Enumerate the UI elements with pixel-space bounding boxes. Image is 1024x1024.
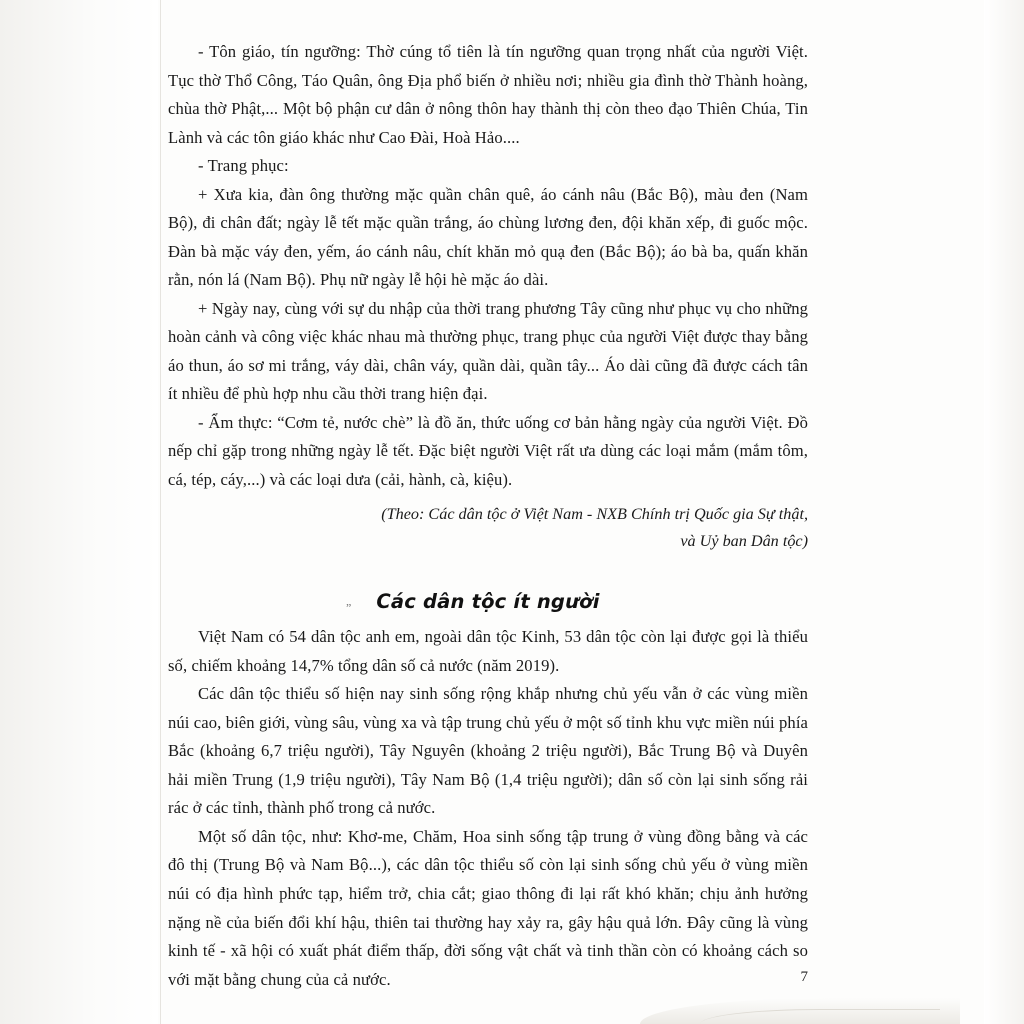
paragraph-costume-today: + Ngày nay, cùng với sự du nhập của thời trang phương Tây cũng như phục vụ cho những hoàn cảnh và công việc khác nhau mà thường phục, trang phục của người Việt được thay bằng áo thun, áo sơ mi trắng, váy dài, chân váy, quần dài, quần tây... Áo dài cũng đã được cách tân ít nhiều để phù hợp nhu cầu thời trang hiện đại. — [168, 298, 808, 404]
paragraph-ethnic-distribution: Các dân tộc thiểu số hiện nay sinh sống rộng khắp nhưng chủ yếu vẫn ở các vùng miền núi cao, biên giới, vùng sâu, vùng xa và tập trung chủ yếu ở một số tỉnh khu vực miền núi phía Bắc (khoảng 6,7 triệu người), Tây Nguyên (khoảng 2 triệu người), Bắc Trung Bộ và Duyên hải miền Trung (1,9 triệu người), Tây Nam Bộ (1,4 triệu người); dân số còn lại sinh sống rải rác ở các tỉnh, thành phố trong cả nước. — [168, 684, 808, 818]
source-citation-line-2: và Uỷ ban Dân tộc) — [680, 532, 808, 551]
paragraph-religion: - Tôn giáo, tín ngưỡng: Thờ cúng tổ tiên là tín ngưỡng quan trọng nhất của người Việt. Tục thờ Thổ Công, Táo Quân, ông Địa phổ biến ở nhiều nơi; nhiều gia đình thờ Thành hoàng, chùa thờ Phật,... Một bộ phận cư dân ở nông thôn hay thành thị còn theo đạo Thiên Chúa, Tin Lành và các tôn giáo khác như Cao Đài, Hoà Hảo.... — [168, 42, 808, 147]
source-citation-line-1: (Theo: Các dân tộc ở Việt Nam - NXB Chính trị Quốc gia Sự thật, — [381, 504, 808, 523]
source-citation — [168, 501, 808, 557]
paragraph-cuisine: - Ẩm thực: “Cơm tẻ, nước chè” là đồ ăn, thức uống cơ bản hằng ngày của người Việt. Đồ nếp chỉ gặp trong những ngày lễ tết. Đặc biệt người Việt rất ưa dùng các loại mắm (mắm tôm, cá, tép, cáy,...) và các loại dưa (cải, hành, cà, kiệu). — [168, 412, 808, 489]
page-right-edge-shadow — [984, 0, 1024, 1024]
page-number: 7 — [800, 969, 808, 985]
paragraph-costume-label: - Trang phục: — [198, 156, 289, 176]
paragraph-costume-past: + Xưa kia, đàn ông thường mặc quần chân quê, áo cánh nâu (Bắc Bộ), màu đen (Nam Bộ), đi chân đất; ngày lễ tết mặc quần trắng, áo chùng lương đen, đội khăn xếp, đi guốc mộc. Đàn bà mặc váy đen, yếm, áo cánh nâu, chít khăn mỏ quạ đen (Bắc Bộ); áo bà ba, quấn khăn rằn, nón lá (Nam Bộ). Phụ nữ ngày lễ hội hè mặc áo dài. — [168, 184, 808, 290]
quote-mark-icon: „ — [346, 594, 352, 609]
section-heading: Các dân tộc ít người — [376, 590, 600, 614]
page-left-edge-shadow — [0, 0, 158, 1024]
paragraph-ethnic-conditions: Một số dân tộc, như: Khơ-me, Chăm, Hoa sinh sống tập trung ở vùng đồng bằng và các đô thị (Trung Bộ và Nam Bộ...), các dân tộc thiểu số còn lại sinh sống chủ yếu ở vùng miền núi có địa hình phức tạp, hiểm trở, chia cắt; giao thông đi lại rất khó khăn; chịu ảnh hưởng nặng nề của biến đổi khí hậu, thiên tai thường hay xảy ra, gây hậu quả lớn. Đây cũng là vùng kinh tế - xã hội có xuất phát điểm thấp, đời sống vật chất và tinh thần còn có khoảng cách so với mặt bằng chung của cả nước. — [168, 826, 808, 989]
paragraph-ethnic-count: Việt Nam có 54 dân tộc anh em, ngoài dân tộc Kinh, 53 dân tộc còn lại được gọi là thiểu số, chiếm khoảng 14,7% tổng dân số cả nước (năm 2019). — [168, 627, 808, 675]
page-text-column — [168, 38, 808, 994]
page-gutter-line — [160, 0, 161, 1024]
section-heading-block — [168, 590, 808, 613]
